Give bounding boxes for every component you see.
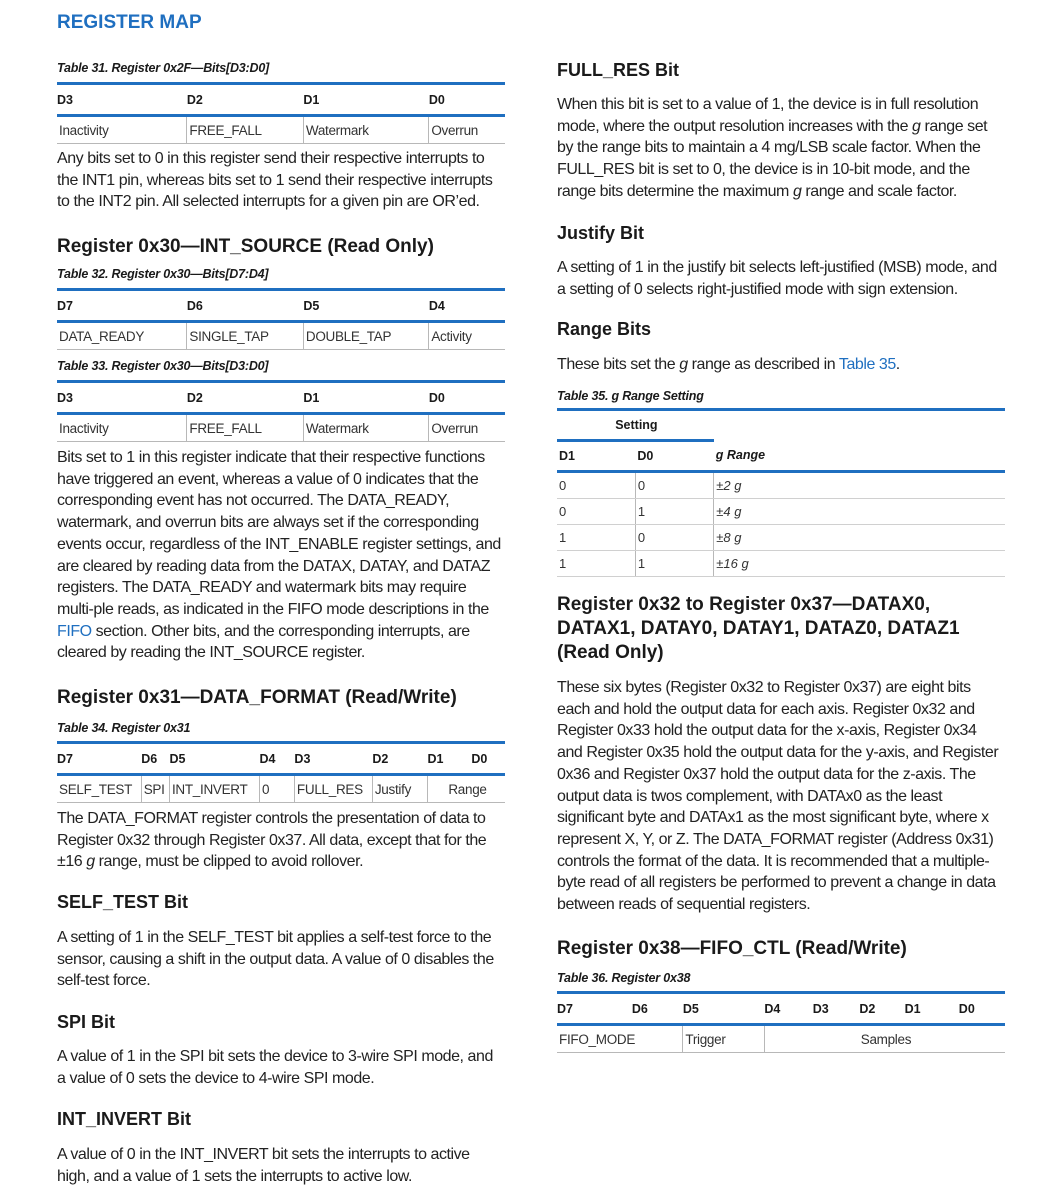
table-32-caption: Table 32. Register 0x30—Bits[D7:D4] <box>57 267 269 281</box>
table-cell: INT_INVERT <box>169 775 259 803</box>
table-header-cell: D7 <box>557 993 632 1025</box>
paragraph-text: g <box>679 356 688 373</box>
table-header-cell: D1 <box>905 993 959 1025</box>
table-cell: 1 <box>557 551 635 577</box>
table-cell: 0 <box>259 775 294 803</box>
table-cell: Activity <box>429 322 505 350</box>
table-header-cell: D5 <box>683 993 765 1025</box>
heading-full-res: FULL_RES Bit <box>557 60 680 80</box>
table-cell: Range <box>427 775 505 803</box>
table-cell: 1 <box>635 551 713 577</box>
fifo-link[interactable]: FIFO <box>57 622 92 640</box>
table-header-cell: D3 <box>294 743 372 775</box>
paragraph-text: g <box>912 117 921 135</box>
table-cell: 1 <box>635 499 713 525</box>
table-header-cell: D5 <box>169 743 259 775</box>
paragraph-spi: A value of 1 in the SPI bit sets the device to 3-wire SPI mode, and a value of 0 sets the device to 4-wire SPI mode. <box>57 1048 493 1087</box>
heading-data-format: Register 0x31—DATA_FORMAT (Read/Write) <box>57 687 457 708</box>
table-header-cell: D0 <box>959 993 1005 1025</box>
table-cell: 0 <box>635 472 713 499</box>
paragraph-justify: A setting of 1 in the justify bit selects left-justified (MSB) mode, and a setting of 0 selects right-justified mode with sign extension. <box>557 259 997 298</box>
paragraph-full-res <box>557 94 1005 203</box>
table-header-cell: D3 <box>813 993 860 1025</box>
table-header-cell: D1 <box>303 84 428 116</box>
table-cell: Justify <box>372 775 427 803</box>
paragraph-text: Bits set to 1 in this register indicate that their respective functions have triggered an event, whereas a value of 0 indicates that the corresponding event has not occurred. The DATA_READY, watermark, and overrun bits are always set if the corresponding events occur, regardless of the INT_ENABLE register settings, and are cleared by reading data from the DATAX, DATAY, and DATAZ registers. The DATA_READY and watermark bits may require multi-ple reads, as indicated in the FIFO mode descriptions in the <box>57 449 501 618</box>
paragraph-text: range set by the range bits to maintain a 4 mg/LSB scale factor. When the FULL_RES bit is set to 0, the device is in 10-bit mode, and the range bits determine the maximum <box>557 117 988 200</box>
table-header-cell: D1 <box>557 441 635 472</box>
table-36 <box>557 991 1005 1053</box>
table-cell: ±4 g <box>714 499 1005 525</box>
table-35-caption: Table 35. g Range Setting <box>557 389 704 403</box>
table-31-caption: Table 31. Register 0x2F—Bits[D3:D0] <box>57 61 270 75</box>
table-cell: ±16 g <box>714 551 1005 577</box>
table-header-cell: D3 <box>57 84 187 116</box>
table-cell: Inactivity <box>57 414 187 442</box>
table-cell: FREE_FALL <box>187 414 303 442</box>
paragraph-text: . <box>895 356 900 373</box>
paragraph-text: When this bit is set to a value of 1, the device is in full resolution mode, where the output resolution increases with the <box>557 96 979 135</box>
table-cell: ±8 g <box>714 525 1005 551</box>
heading-range: Range Bits <box>557 319 652 339</box>
table-cell: 0 <box>557 472 635 499</box>
page-title: REGISTER MAP <box>57 12 202 33</box>
table-34-caption: Table 34. Register 0x31 <box>57 721 191 735</box>
table-cell: DATA_READY <box>57 322 187 350</box>
table-cell: Overrun <box>429 116 505 144</box>
paragraph-int-invert: A value of 0 in the INT_INVERT bit sets the interrupts to active high, and a value of 1 sets the interrupts to active low. <box>57 1146 470 1185</box>
paragraph-text: g <box>792 182 802 200</box>
table-header-cell: D0 <box>429 84 505 116</box>
paragraph-text: range, must be clipped to avoid rollover. <box>94 853 364 871</box>
table-cell: FIFO_MODE <box>557 1025 683 1053</box>
heading-justify: Justify Bit <box>557 223 645 243</box>
table-header-cell: D7 <box>57 743 141 775</box>
table-header-cell: D3 <box>57 382 187 414</box>
table-cell: FULL_RES <box>294 775 372 803</box>
table-cell: SELF_TEST <box>57 775 141 803</box>
table-header-cell: D0 <box>429 382 505 414</box>
setting-header: Setting <box>557 410 714 441</box>
heading-int-invert: INT_INVERT Bit <box>57 1109 192 1129</box>
paragraph-self-test: A setting of 1 in the SELF_TEST bit applies a self-test force to the sensor, causing a shift in the output data. A value of 0 disables the self-test force. <box>57 929 494 990</box>
table-header-cell: D2 <box>859 993 904 1025</box>
paragraph-text: The DATA_FORMAT register controls the presentation of data to Register 0x32 through Register 0x37. All data, except that for the ±16 <box>57 810 487 871</box>
table-header-cell: D0 <box>471 743 505 775</box>
table-header-cell: D6 <box>187 290 303 322</box>
table-35-link[interactable]: Table 35 <box>838 356 896 373</box>
heading-spi: SPI Bit <box>57 1012 116 1032</box>
table-cell: 1 <box>557 525 635 551</box>
table-header-cell: g Range <box>714 441 1005 472</box>
table-cell: 0 <box>635 525 713 551</box>
table-cell: FREE_FALL <box>187 116 303 144</box>
table-cell: Watermark <box>303 116 428 144</box>
paragraph-range <box>557 354 1005 376</box>
table-cell: DOUBLE_TAP <box>303 322 428 350</box>
paragraph-datax: These six bytes (Register 0x32 to Register 0x37) are eight bits each and hold the output data for each axis. Register 0x32 and Register 0x33 hold the output data for the x-axis, Register 0x34 and Register 0x35 hold the output data for the y-axis, and Register 0x36 and Register 0x37 hold the output data for the z-axis. The output data is twos complement, with DATAx0 as the least significant byte and DATAx1 as the most significant byte, where x represent X, Y, or Z. The DATA_FORMAT register (Address 0x31) controls the format of the data. It is recommended that a multiple-byte read of all registers be performed to prevent a change in data between reads of sequential registers. <box>557 679 999 914</box>
paragraph-text: section. Other bits, and the corresponding interrupts, are cleared by reading the INT_SOURCE register. <box>57 622 470 662</box>
table-cell: Samples <box>764 1025 1005 1053</box>
table-header-cell: D1 <box>303 382 428 414</box>
table-31 <box>57 82 505 144</box>
paragraph-text: These bits set the <box>557 356 680 373</box>
paragraph-int-map: Any bits set to 0 in this register send their respective interrupts to the INT1 pin, whereas bits set to 1 send their respective interrupts to the INT2 pin. All selected interrupts for a given pin are OR’ed. <box>57 150 493 211</box>
heading-int-source: Register 0x30—INT_SOURCE (Read Only) <box>57 236 434 257</box>
table-header-cell: D1 <box>427 743 471 775</box>
table-header-cell: D4 <box>764 993 812 1025</box>
table-header-cell: D0 <box>635 441 713 472</box>
table-cell: SINGLE_TAP <box>187 322 303 350</box>
table-cell: 0 <box>557 499 635 525</box>
table-cell: SPI <box>141 775 169 803</box>
table-cell: Trigger <box>683 1025 765 1053</box>
paragraph-data-format <box>57 808 505 873</box>
paragraph-text: g <box>86 853 95 871</box>
table-header-cell: D4 <box>259 743 294 775</box>
table-header-cell: D6 <box>141 743 169 775</box>
table-cell: Overrun <box>429 414 505 442</box>
table-header-cell: D2 <box>187 382 303 414</box>
table-header-cell: D5 <box>303 290 428 322</box>
table-32 <box>57 288 505 350</box>
paragraph-text: range as described in <box>687 356 839 373</box>
heading-fifo-ctl: Register 0x38—FIFO_CTL (Read/Write) <box>557 938 907 959</box>
table-cell: Inactivity <box>57 116 187 144</box>
heading-self-test: SELF_TEST Bit <box>57 892 189 912</box>
paragraph-text: range and scale factor. <box>801 182 957 200</box>
paragraph-int-source <box>57 447 505 664</box>
table-header-cell: D4 <box>429 290 505 322</box>
table-34 <box>57 741 505 803</box>
table-35 <box>557 408 1005 577</box>
heading-datax: Register 0x32 to Register 0x37—DATAX0, DATAX1, DATAY0, DATAY1, DATAZ0, DATAZ1 (Read Only) <box>557 594 960 663</box>
table-cell: ±2 g <box>714 472 1005 499</box>
table-33 <box>57 380 505 442</box>
table-header-cell: D6 <box>632 993 683 1025</box>
table-33-caption: Table 33. Register 0x30—Bits[D3:D0] <box>57 359 269 373</box>
table-header-cell: D2 <box>372 743 427 775</box>
table-36-caption: Table 36. Register 0x38 <box>557 971 691 985</box>
table-header-cell: D2 <box>187 84 303 116</box>
table-cell: Watermark <box>303 414 428 442</box>
table-header-cell: D7 <box>57 290 187 322</box>
